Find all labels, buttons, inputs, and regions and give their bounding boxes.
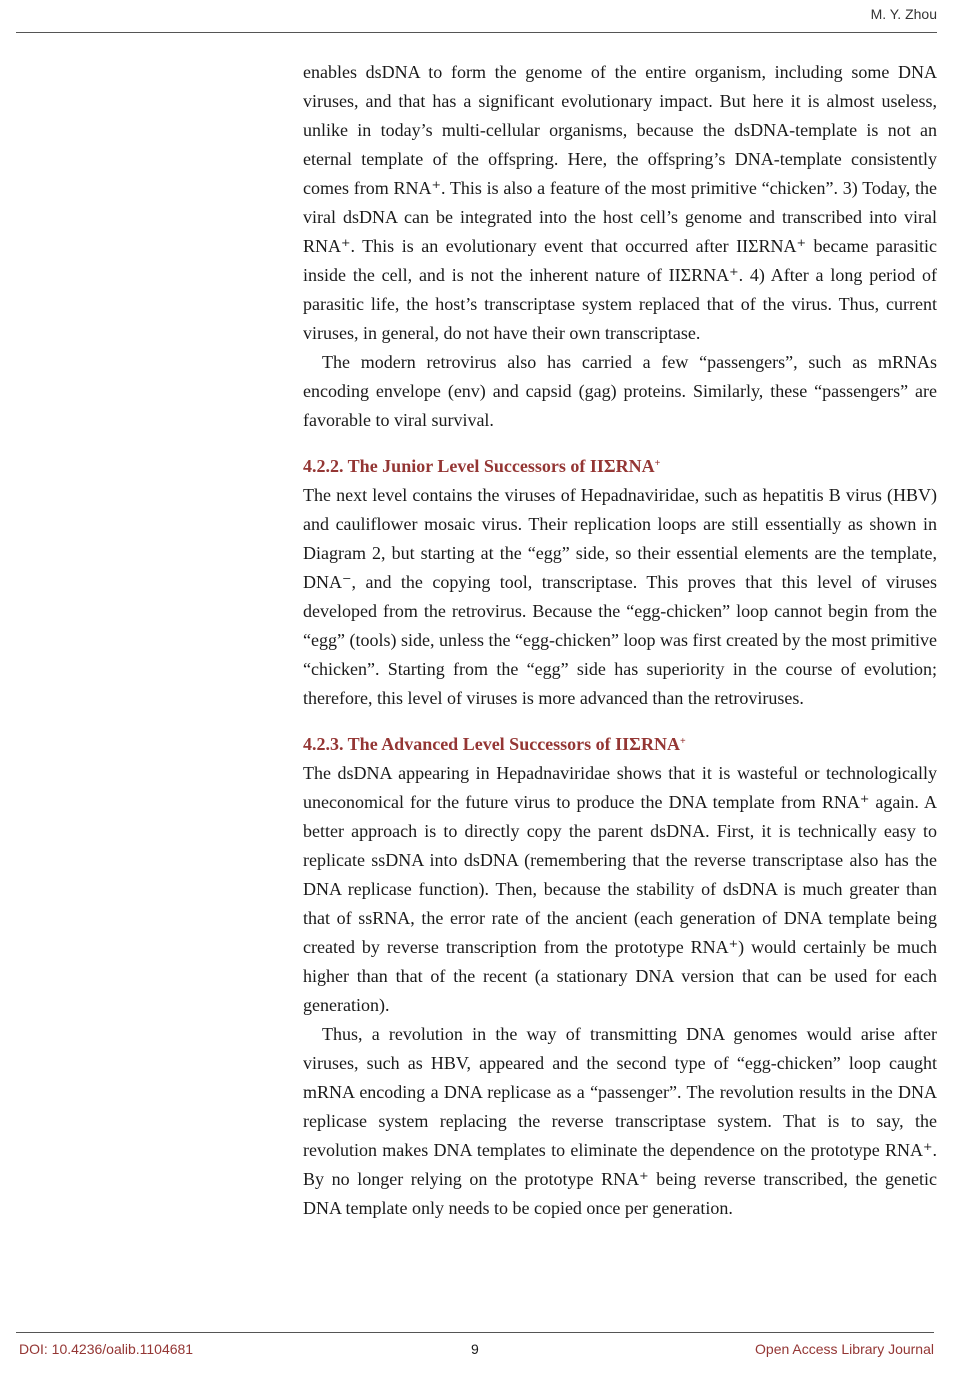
section-heading-4-2-3-sup: + xyxy=(679,736,686,747)
header-divider xyxy=(16,32,937,33)
section-heading-4-2-2-text: 4.2.2. The Junior Level Successors of IIΣRNA xyxy=(303,456,655,476)
body-column xyxy=(303,58,937,1223)
body-paragraph-2: The modern retrovirus also has carried a few “passengers”, such as mRNAs encoding envelope (env) and capsid (gag) proteins. Similarly, these “passengers” are favorable to viral survival. xyxy=(303,352,937,430)
footer-page-number: 9 xyxy=(471,1341,479,1357)
section-heading-4-2-3 xyxy=(303,730,937,759)
body-paragraph-4: The dsDNA appearing in Hepadnaviridae shows that it is wasteful or technologically uneconomical for the future virus to produce the DNA template from RNA⁺ again. A better approach is to directly copy the parent dsDNA. First, it is technically easy to replicate ssDNA into dsDNA (remembering that the reverse transcriptase also has the DNA replicase function). Then, because the stability of dsDNA is much greater than that of ssRNA, the error rate of the ancient (each generation of DNA template being created by reverse transcription from the prototype RNA⁺) would certainly be much higher than that of the recent (a stationary DNA version that can be used for each generation). xyxy=(303,763,937,1015)
footer-doi-link[interactable]: DOI: 10.4236/oalib.1104681 xyxy=(19,1341,194,1357)
running-header-author: M. Y. Zhou xyxy=(870,6,937,22)
body-paragraph-5: Thus, a revolution in the way of transmitting DNA genomes would arise after viruses, such as HBV, appeared and the second type of “egg-chicken” loop caught mRNA encoding a DNA replicase as a “passenger”. The revolution results in the DNA replicase system replacing the reverse transcriptase system. That is to say, the revolution makes DNA templates to eliminate the dependence on the prototype RNA⁺. By no longer relying on the prototype RNA⁺ being reverse transcribed, the genetic DNA template only needs to be copied once per generation. xyxy=(303,1024,937,1218)
section-heading-4-2-2 xyxy=(303,452,937,481)
section-heading-4-2-2-sup: + xyxy=(654,458,661,469)
body-paragraph-3: The next level contains the viruses of Hepadnaviridae, such as hepatitis B virus (HBV) and cauliflower mosaic virus. Their replication loops are still essentially as shown in Diagram 2, but starting at the “egg” side, so their essential elements are the template, DNA⁻, and the copying tool, transcriptase. This proves that this level of viruses developed from the retrovirus. Because the “egg-chicken” loop cannot begin from the “egg” (tools) side, unless the “egg-chicken” loop was first created by the most primitive “chicken”. Starting from the “egg” side has superiority in the course of evolution; therefore, this level of viruses is more advanced than the retroviruses. xyxy=(303,485,937,708)
body-paragraph-1: enables dsDNA to form the genome of the entire organism, including some DNA viruses, and that has a significant evolutionary impact. But here it is almost useless, unlike in today’s multi-cellular organisms, because the dsDNA-template is not an eternal template of the offspring. Here, the offspring’s DNA-template consistently comes from RNA⁺. This is also a feature of the most primitive “chicken”. 3) Today, the viral dsDNA can be integrated into the host cell’s genome and transcribed into viral RNA⁺. This is an evolutionary event that occurred after IIΣRNA⁺ became parasitic inside the cell, and is not the inherent nature of IIΣRNA⁺. 4) After a long period of parasitic life, the host’s transcriptase system replaced that of the virus. Thus, current viruses, in general, do not have their own transcriptase. xyxy=(303,62,937,343)
footer-journal-name[interactable]: Open Access Library Journal xyxy=(755,1341,934,1357)
section-heading-4-2-3-text: 4.2.3. The Advanced Level Successors of IIΣRNA xyxy=(303,734,680,754)
footer-divider xyxy=(16,1332,934,1333)
